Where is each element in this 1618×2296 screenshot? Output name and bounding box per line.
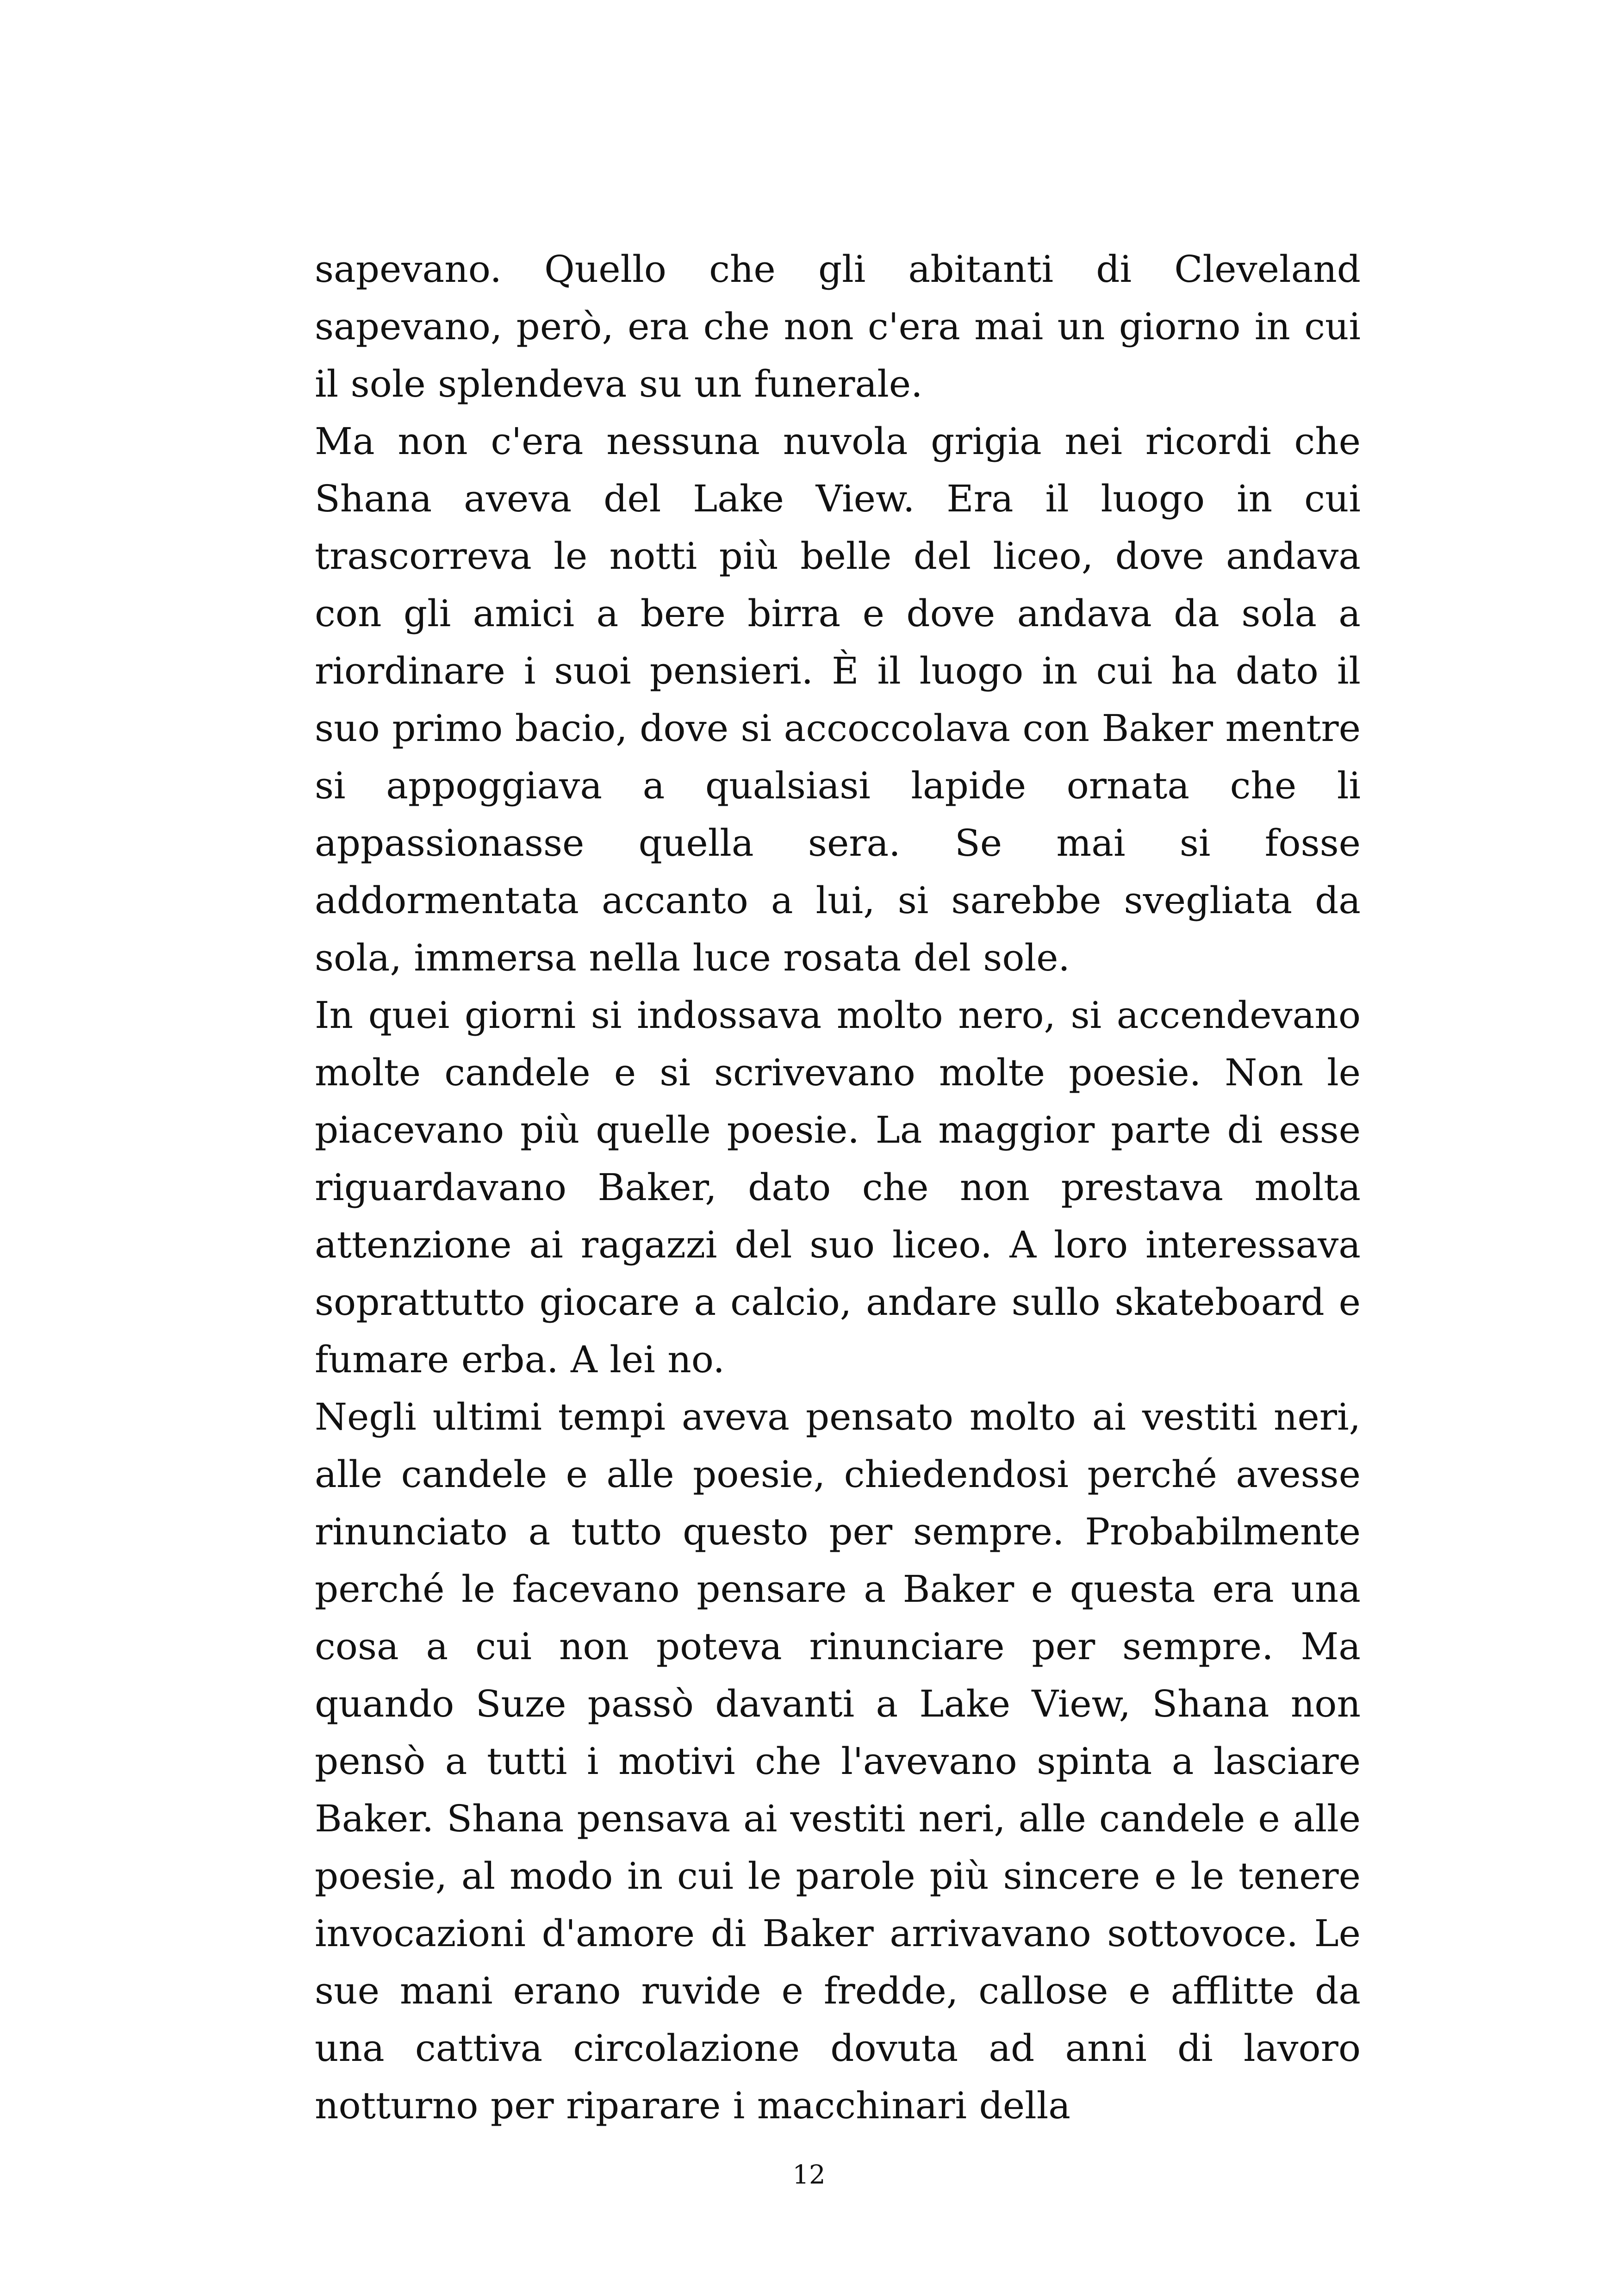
paragraph-3: In quei giorni si indossava molto nero, si accendevano molte candele e si scrivevano molte poesie. Non le piacevano più quelle poesie. La maggior parte di esse riguardavano Baker, dato che non prestava molta attenzione ai ragazzi del suo liceo. A loro interessava soprattutto giocare a calcio, andare sullo skateboard e fumare erba. A lei no. xyxy=(315,994,1361,1381)
paragraph-4: Negli ultimi tempi aveva pensato molto ai vestiti neri, alle candele e alle poesie, chiedendosi perché avesse rinunciato a tutto questo per sempre. Probabilmente perché le facevano pensare a Baker e questa era una cosa a cui non poteva rinunciare per sempre. Ma quando Suze passò davanti a Lake View, Shana non pensò a tutti i motivi che l'avevano spinta a lasciare Baker. Shana pensava ai vestiti neri, alle candele e alle poesie, al modo in cui le parole più sincere e le tenere invocazioni d'amore di Baker arrivavano sottovoce. Le sue mani erano ruvide e fredde, callose e afflitte da una cattiva circolazione dovuta ad anni di lavoro notturno per riparare i macchinari della xyxy=(315,1395,1361,2127)
page-number: 12 xyxy=(792,2160,826,2190)
body-text xyxy=(315,241,1361,2134)
paragraph-2: Ma non c'era nessuna nuvola grigia nei ricordi che Shana aveva del Lake View. Era il luogo in cui trascorreva le notti più belle del liceo, dove andava con gli amici a bere birra e dove andava da sola a riordinare i suoi pensieri. È il luogo in cui ha dato il suo primo bacio, dove si accoccolava con Baker mentre si appoggiava a qualsiasi lapide ornata che li appassionasse quella sera. Se mai si fosse addormentata accanto a lui, si sarebbe svegliata da sola, immersa nella luce rosata del sole. xyxy=(315,420,1361,979)
paragraph-1: sapevano. Quello che gli abitanti di Cleveland sapevano, però, era che non c'era mai un giorno in cui il sole splendeva su un funerale. xyxy=(315,248,1361,405)
